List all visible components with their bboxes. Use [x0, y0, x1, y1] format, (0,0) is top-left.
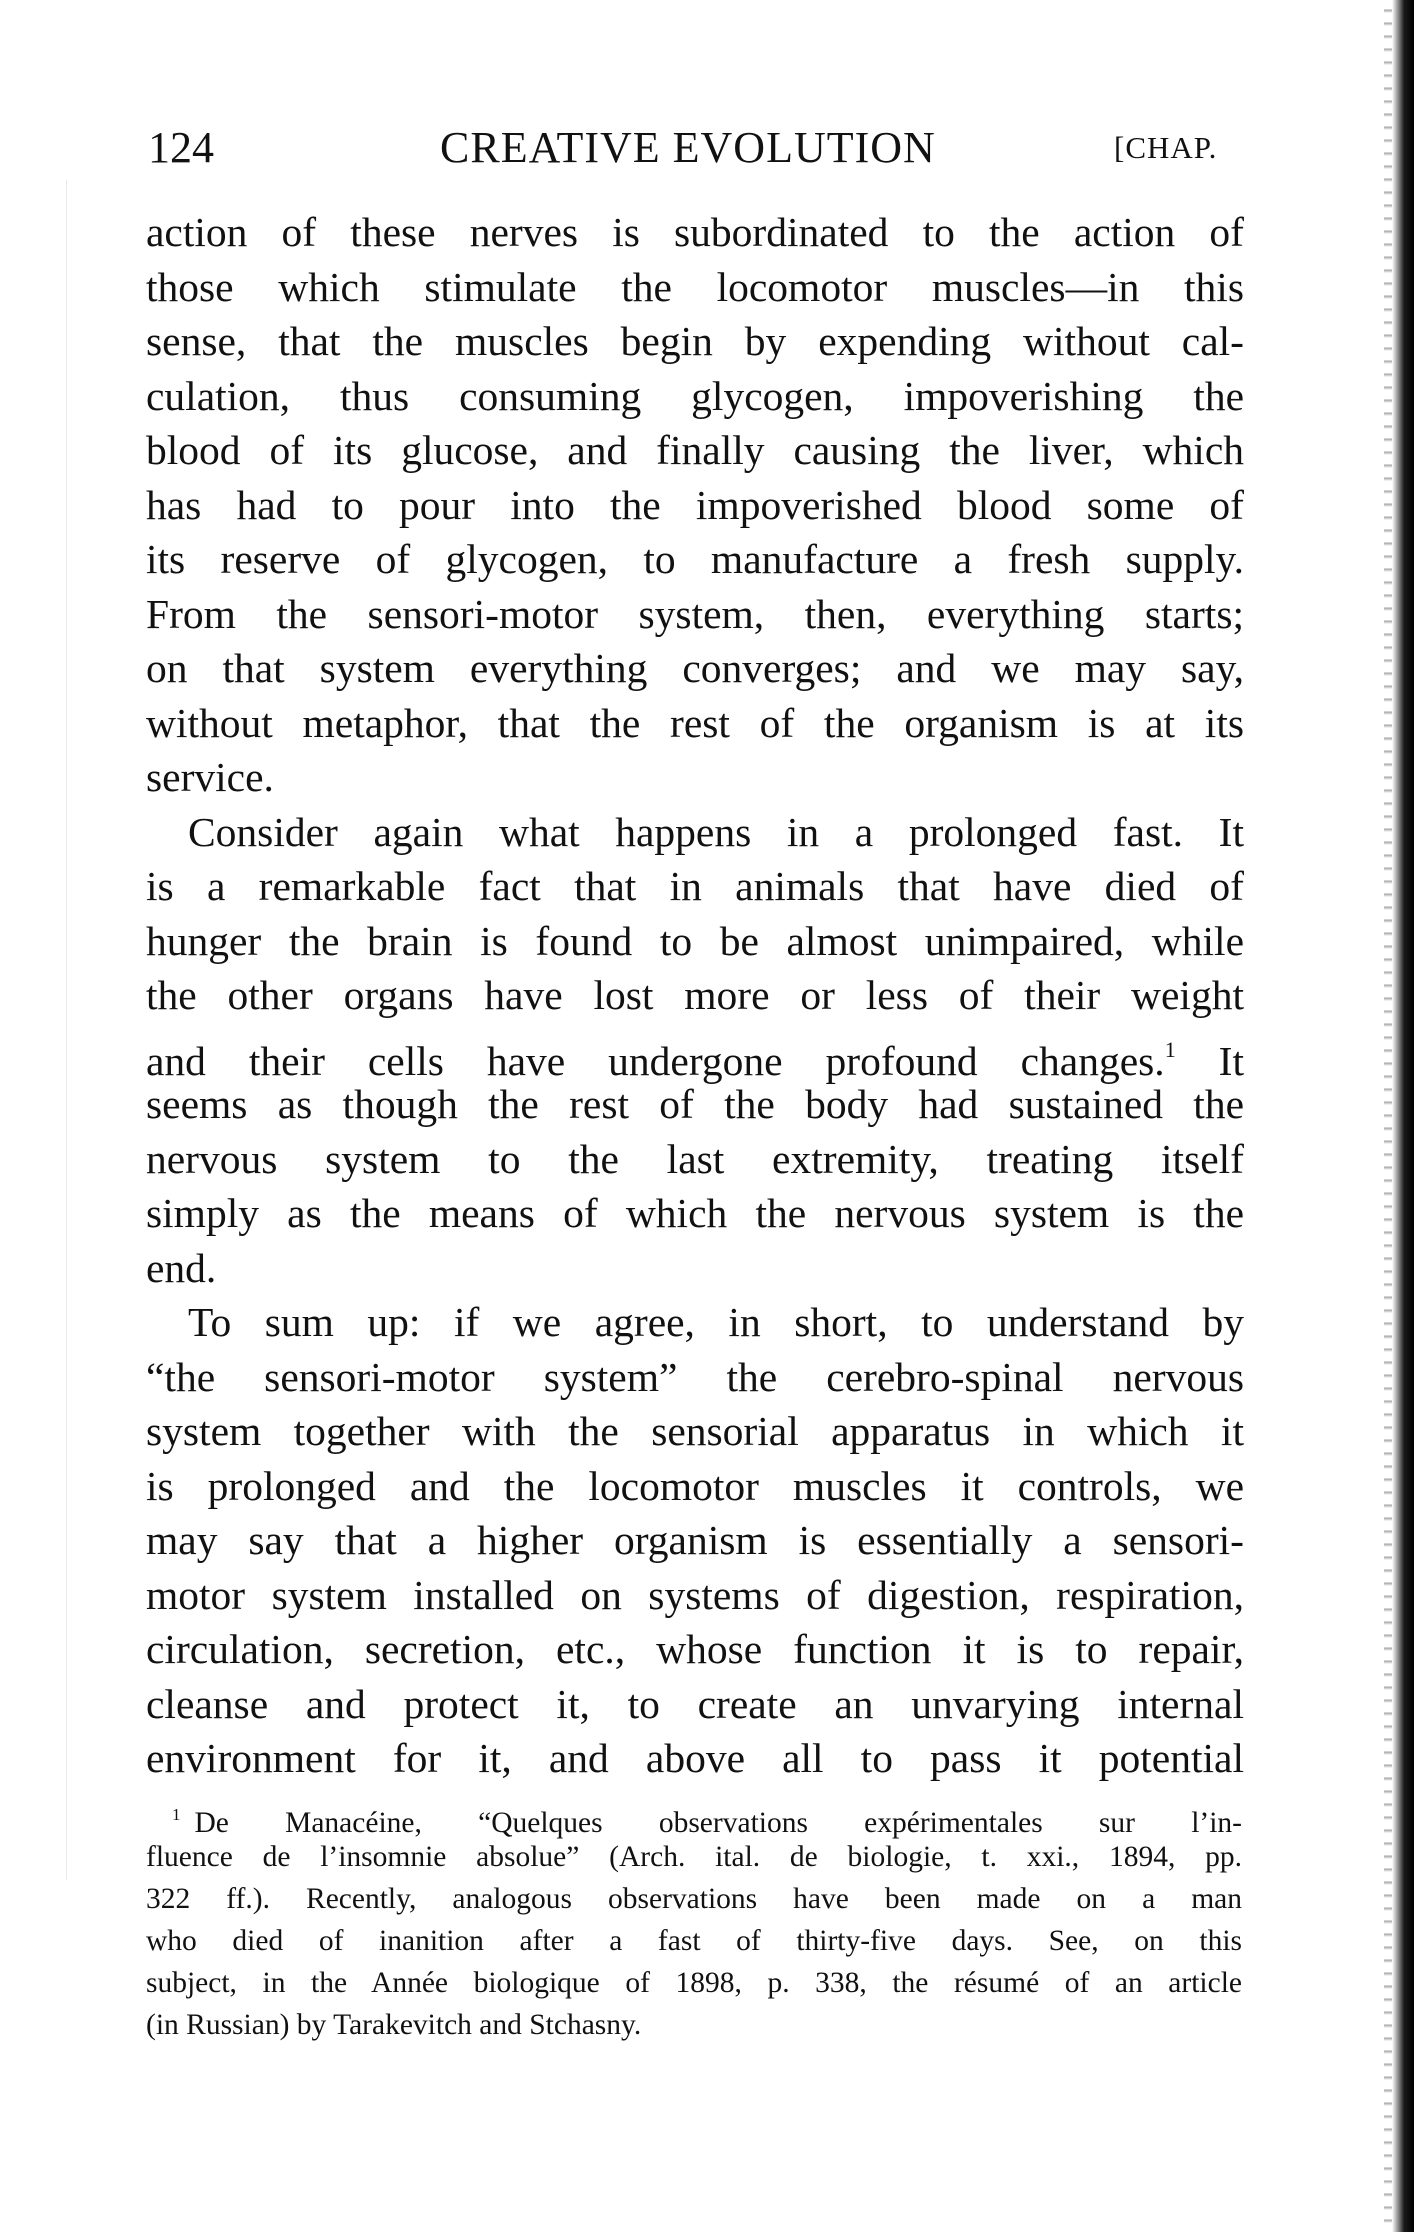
running-title: CREATIVE EVOLUTION: [440, 123, 936, 172]
text-line: motor system installed on systems of digestion, respiration,: [146, 1571, 1244, 1618]
text-line: may say that a higher organism is essentially a sensori-: [146, 1517, 1244, 1563]
text-line: simply as the means of which the nervous system is the: [146, 1190, 1244, 1236]
text-line: cleanse and protect it, to create an unvarying internal: [146, 1680, 1244, 1727]
footnote-marker: 1: [172, 1805, 181, 1824]
text-line: nervous system to the last extremity, treating itself: [146, 1135, 1244, 1182]
text-line: Consider again what happens in a prolonged fast. It: [188, 808, 1244, 855]
footnote-line: subject, in the Année biologique of 1898, p. 338, the résumé of an article: [146, 1967, 1242, 1999]
text-line: To sum up: if we agree, in short, to understand by: [188, 1299, 1244, 1345]
page-number: 124: [148, 123, 214, 172]
text-line: without metaphor, that the rest of the organism is at its: [146, 699, 1244, 746]
text-fragment: It: [1218, 1037, 1245, 1084]
footnote-line: [146, 1794, 1242, 1839]
scan-margin-line: [66, 180, 67, 1880]
text-line: sense, that the muscles begin by expending without cal-: [146, 318, 1244, 364]
text-line: the other organs have lost more or less of their weight: [146, 972, 1244, 1018]
text-line: hunger the brain is found to be almost unimpaired, while: [146, 917, 1244, 964]
chapter-mark: [CHAP.: [1114, 130, 1218, 165]
text-line: From the sensori-motor system, then, everything starts;: [146, 590, 1244, 637]
footnote-line: fluence de l’insomnie absolue” (Arch. ital. de biologie, t. xxi., 1894, pp.: [146, 1841, 1242, 1873]
paragraph: [146, 205, 1244, 805]
text-line: circulation, secretion, etc., whose function it is to repair,: [146, 1626, 1244, 1672]
text-line: is prolonged and the locomotor muscles it controls, we: [146, 1462, 1244, 1509]
text-line: environment for it, and above all to pass it potential: [146, 1735, 1244, 1781]
body-text: [146, 205, 1244, 1786]
text-line: on that system everything converges; and we may say,: [146, 645, 1244, 691]
footnote-text: De Manacéine, “Quelques observations expérimentales sur l’in-: [194, 1807, 1242, 1839]
text-line: seems as though the rest of the body had sustained the: [146, 1081, 1244, 1127]
footnote: [146, 1794, 1242, 2046]
text-line: has had to pour into the impoverished blood some of: [146, 481, 1244, 528]
text-line: “the sensori-motor system” the cerebro-spinal nervous: [146, 1353, 1244, 1400]
text-line: those which stimulate the locomotor muscles—in this: [146, 263, 1244, 310]
text-line-with-footnote: [146, 1023, 1245, 1084]
paragraph: [146, 1295, 1244, 1786]
text-line: blood of its glucose, and finally causing the liver, which: [146, 427, 1244, 473]
footnote-reference[interactable]: 1: [1164, 1036, 1176, 1062]
text-fragment: and their cells have undergone profound changes.: [146, 1037, 1165, 1084]
text-line: culation, thus consuming glycogen, impoverishing the: [146, 372, 1244, 419]
text-line: service.: [146, 754, 274, 800]
paragraph: [146, 805, 1244, 1296]
text-line: its reserve of glycogen, to manufacture a fresh supply.: [146, 536, 1244, 582]
footnote-line: who died of inanition after a fast of thirty-five days. See, on this: [146, 1925, 1242, 1957]
text-line: is a remarkable fact that in animals that have died of: [146, 863, 1244, 909]
footnote-line: 322 ff.). Recently, analogous observations have been made on a man: [146, 1883, 1242, 1915]
text-line: system together with the sensorial apparatus in which it: [146, 1408, 1244, 1454]
text-line: end.: [146, 1244, 217, 1291]
running-header: [148, 118, 1248, 178]
footnote-line: (in Russian) by Tarakevitch and Stchasny.: [146, 2009, 642, 2041]
binding-edge: [1392, 0, 1414, 2232]
text-line: action of these nerves is subordinated to the action of: [146, 209, 1244, 255]
